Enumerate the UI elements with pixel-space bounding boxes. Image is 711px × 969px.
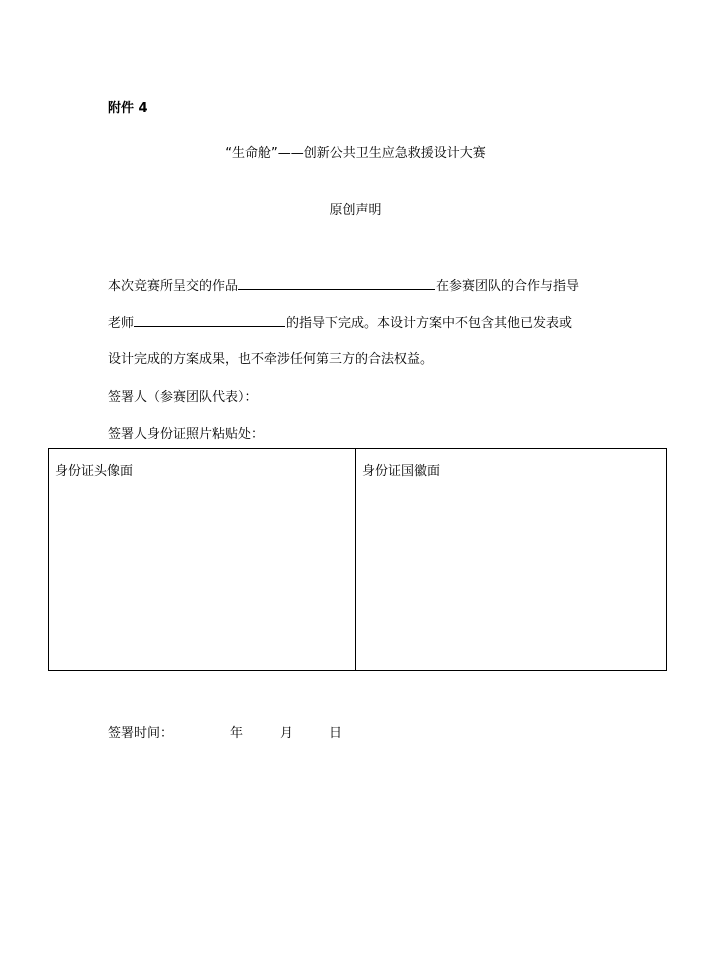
document-title: “生命舱”——创新公共卫生应急救援设计大赛	[225, 146, 486, 161]
document-subtitle: 原创声明	[329, 203, 382, 218]
attachment-label: 附件 4	[108, 101, 148, 116]
sign-date-row	[108, 722, 342, 741]
paragraph-line-1-text-a: 本次竞赛所呈交的作品	[108, 279, 239, 294]
sign-date-year: 年	[230, 726, 244, 741]
paragraph-line-2-text-b: 的指导下完成。本设计方案中不包含其他已发表或	[286, 316, 573, 331]
paragraph-line-2	[108, 311, 572, 331]
id-photo-box	[48, 448, 667, 671]
paragraph-line-1	[108, 274, 579, 294]
paragraph-line-2-text-a: 老师	[108, 316, 135, 331]
id-back-cell[interactable]	[356, 449, 666, 670]
sign-date-label: 签署时间：	[108, 726, 174, 741]
sign-date-day: 日	[329, 726, 343, 741]
paragraph-line-1-text-b: 在参赛团队的合作与指导	[436, 279, 580, 294]
work-name-blank[interactable]	[238, 274, 435, 290]
id-front-cell[interactable]	[49, 449, 356, 670]
id-photo-label: 签署人身份证照片粘贴处：	[108, 427, 265, 442]
paragraph-line-3: 设计完成的方案成果，也不牵涉任何第三方的合法权益。	[108, 352, 434, 367]
teacher-name-blank[interactable]	[134, 311, 285, 327]
id-front-label: 身份证头像面	[55, 464, 134, 479]
sign-date-month: 月	[280, 726, 294, 741]
id-back-label: 身份证国徽面	[362, 464, 441, 479]
signer-label: 签署人（参赛团队代表）：	[108, 390, 258, 405]
